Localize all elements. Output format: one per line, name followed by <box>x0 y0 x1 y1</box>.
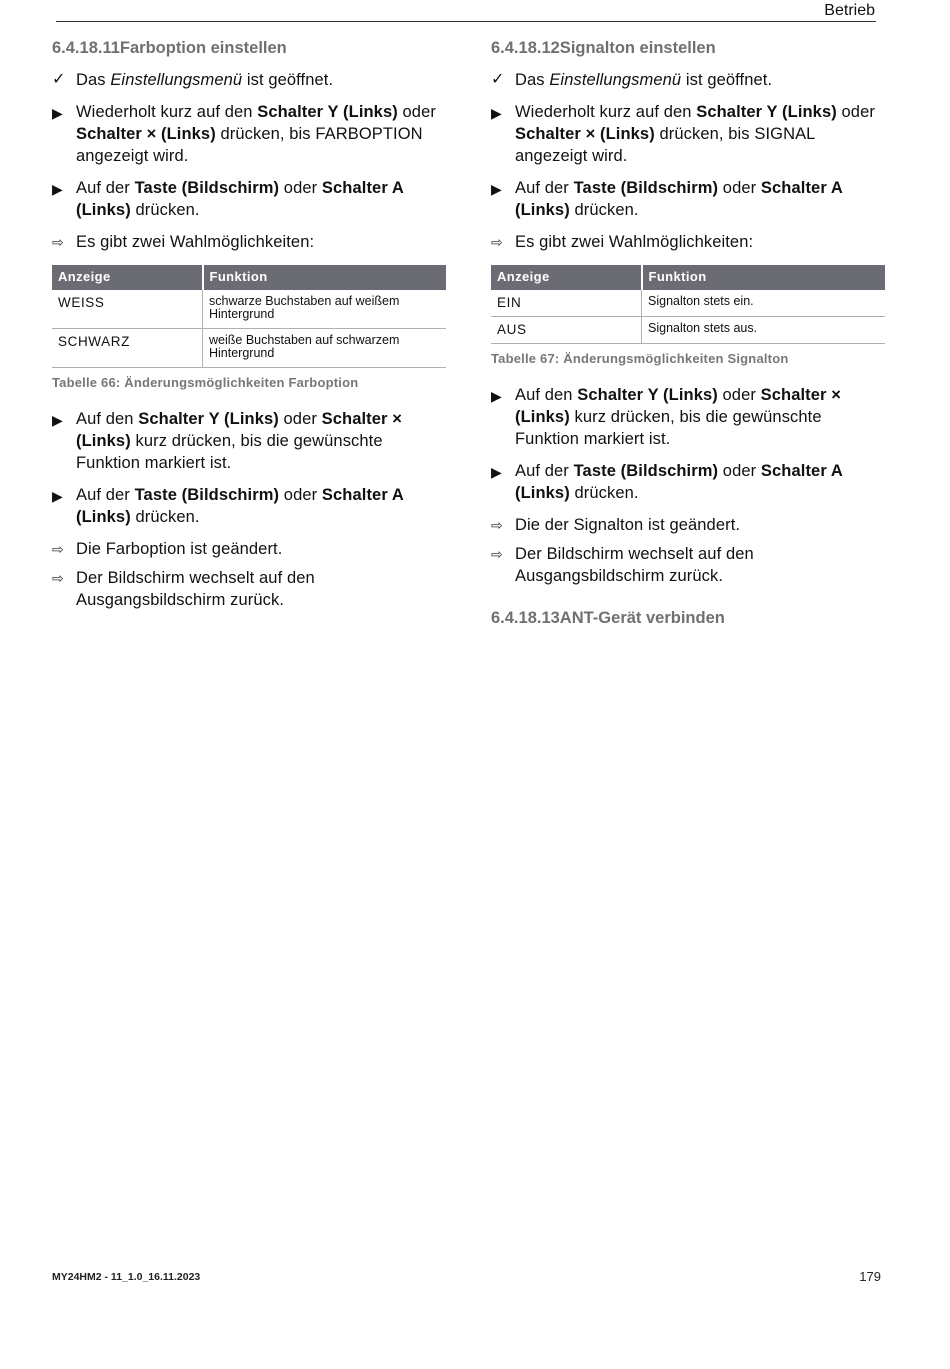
table-cell-anzeige: WEISS <box>52 290 203 329</box>
table-cell-funktion: schwarze Buchstaben auf weißem Hintergrund <box>203 290 447 329</box>
result-item: ⇨ Die Farboption ist geändert. <box>52 540 283 558</box>
play-triangle-icon: ▶ <box>52 181 63 197</box>
table-cell-anzeige: SCHWARZ <box>52 329 203 368</box>
table-row <box>491 317 885 344</box>
farboption-table <box>52 265 446 368</box>
left-column <box>52 37 447 618</box>
play-triangle-icon: ▶ <box>52 105 63 121</box>
checkmark-icon: ✓ <box>491 71 505 88</box>
play-triangle-icon: ▶ <box>52 412 63 428</box>
result-item: ⇨ Die der Signalton ist geändert. <box>491 516 741 534</box>
table-caption: Tabelle 66: Änderungsmöglichkeiten Farboption <box>52 375 359 390</box>
action-step: ▶ Auf den Schalter Y (Links) oder Schalter × (Links) kurz drücken, bis die gewünschte Funktion markiert ist. <box>52 410 402 472</box>
table-row <box>491 290 885 317</box>
signalton-table <box>491 265 885 344</box>
section-heading-farboption: 6.4.18.11Farboption einstellen <box>52 39 287 57</box>
result-arrow-icon: ⇨ <box>491 517 503 533</box>
result-arrow-icon: ⇨ <box>491 234 503 250</box>
right-column <box>491 37 886 639</box>
result-arrow-icon: ⇨ <box>52 234 64 250</box>
action-step: ▶ Auf der Taste (Bildschirm) oder Schalter A (Links) drücken. <box>52 486 404 526</box>
result-arrow-icon: ⇨ <box>52 570 64 586</box>
play-triangle-icon: ▶ <box>491 464 502 480</box>
action-step: ▶ Auf der Taste (Bildschirm) oder Schalter A (Links) drücken. <box>491 462 843 502</box>
result-arrow-icon: ⇨ <box>491 546 503 562</box>
section-heading-signalton: 6.4.18.12Signalton einstellen <box>491 39 716 57</box>
table-header-anzeige: Anzeige <box>52 265 203 290</box>
table-row <box>52 290 446 329</box>
play-triangle-icon: ▶ <box>52 488 63 504</box>
play-triangle-icon: ▶ <box>491 105 502 121</box>
action-step: ▶ Auf den Schalter Y (Links) oder Schalter × (Links) kurz drücken, bis die gewünschte Funktion markiert ist. <box>491 386 841 448</box>
action-step: ▶ Auf der Taste (Bildschirm) oder Schalter A (Links) drücken. <box>491 179 843 219</box>
result-item: ⇨ Es gibt zwei Wahlmöglichkeiten: <box>52 233 315 251</box>
table-caption: Tabelle 67: Änderungsmöglichkeiten Signalton <box>491 351 789 366</box>
header-rule <box>56 21 876 22</box>
header-section-title: Betrieb <box>824 2 875 19</box>
result-item: ⇨ Der Bildschirm wechselt auf den Ausgangsbildschirm zurück. <box>491 545 754 585</box>
action-step: ▶ Wiederholt kurz auf den Schalter Y (Links) oder Schalter × (Links) drücken, bis SIGNAL angezeigt wird. <box>491 103 875 165</box>
checkmark-icon: ✓ <box>52 71 66 88</box>
footer-document-id: MY24HM2 - 11_1.0_16.11.2023 <box>52 1271 201 1283</box>
requirement-item: ✓ Das Einstellungsmenü ist geöffnet. <box>491 71 773 89</box>
table-header-funktion: Funktion <box>642 265 886 290</box>
requirement-item: ✓ Das Einstellungsmenü ist geöffnet. <box>52 71 334 89</box>
page-number: 179 <box>859 1269 881 1284</box>
table-cell-anzeige: AUS <box>491 317 642 344</box>
table-header-funktion: Funktion <box>203 265 447 290</box>
action-step: ▶ Wiederholt kurz auf den Schalter Y (Links) oder Schalter × (Links) drücken, bis FARBOPTION angezeigt wird. <box>52 103 436 165</box>
table-cell-funktion: Signalton stets aus. <box>642 317 886 344</box>
result-item: ⇨ Der Bildschirm wechselt auf den Ausgangsbildschirm zurück. <box>52 569 315 609</box>
table-cell-funktion: weiße Buchstaben auf schwarzem Hintergrund <box>203 329 447 368</box>
result-arrow-icon: ⇨ <box>52 541 64 557</box>
table-row <box>52 329 446 368</box>
table-cell-anzeige: EIN <box>491 290 642 317</box>
play-triangle-icon: ▶ <box>491 181 502 197</box>
play-triangle-icon: ▶ <box>491 388 502 404</box>
table-cell-funktion: Signalton stets ein. <box>642 290 886 317</box>
table-header-anzeige: Anzeige <box>491 265 642 290</box>
action-step: ▶ Auf der Taste (Bildschirm) oder Schalter A (Links) drücken. <box>52 179 404 219</box>
result-item: ⇨ Es gibt zwei Wahlmöglichkeiten: <box>491 233 754 251</box>
section-heading-ant: 6.4.18.13ANT-Gerät verbinden <box>491 609 725 627</box>
